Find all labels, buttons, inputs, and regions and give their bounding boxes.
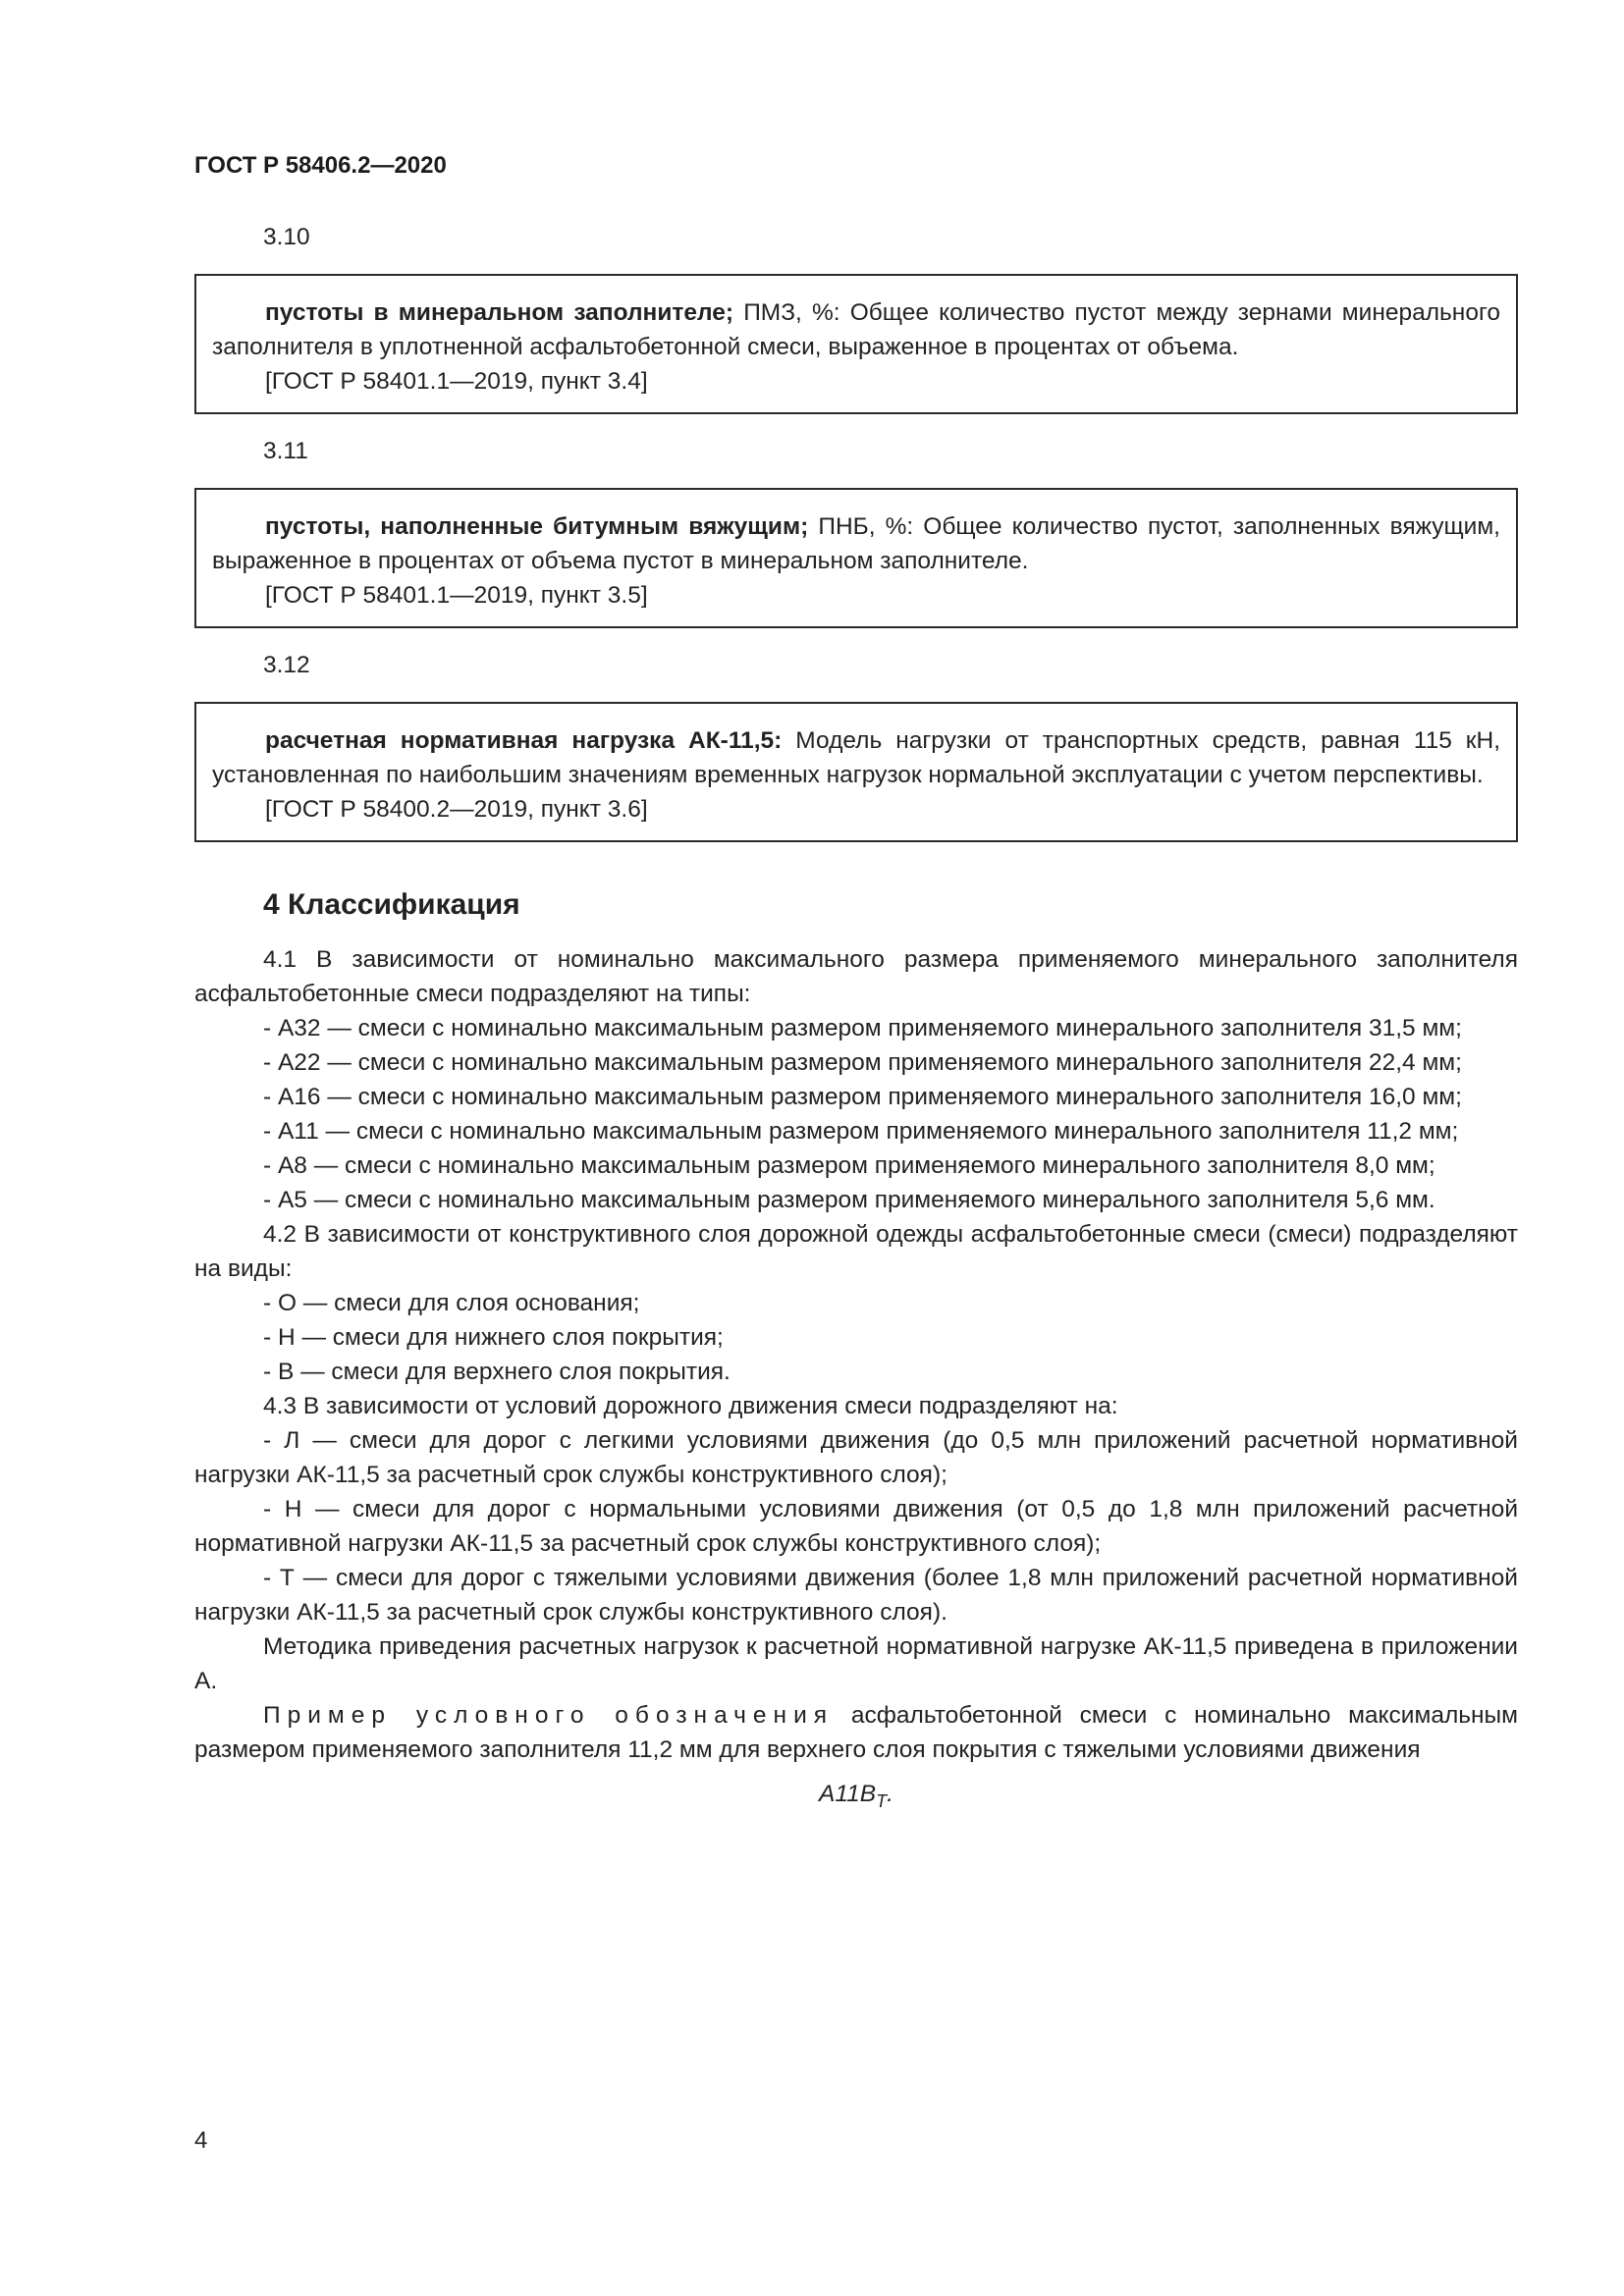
formula-subscript: T: [876, 1790, 888, 1811]
term-source: [ГОСТ Р 58400.2—2019, пункт 3.6]: [265, 796, 648, 823]
list-item: - А16 — смеси с номинально максимальным размером применяемого минерального заполнителя 16,0 мм;: [263, 1084, 1462, 1110]
list-item: - А5 — смеси с номинально максимальным размером применяемого минерального заполнителя 5,6 мм.: [263, 1187, 1435, 1213]
term-definition-box: [194, 702, 1518, 842]
list-item: - О — смеси для слоя основания;: [263, 1290, 640, 1316]
designation-formula: [194, 1777, 1518, 1812]
document-id-header: ГОСТ Р 58406.2—2020: [194, 152, 447, 179]
term-number: 3.11: [263, 438, 308, 464]
term-definition-box: [194, 274, 1518, 414]
term-name: расчетная нормативная нагрузка АК-11,5:: [265, 727, 783, 754]
term-name: пустоты, наполненные битумным вяжущим;: [265, 513, 809, 540]
term-text: ПНБ, %: Общее количество пустот, заполненных вяжущим, выраженное в процентах от объема пустот в минеральном заполнителе.: [212, 513, 1500, 574]
formula-end: .: [887, 1781, 893, 1807]
list-item: - А32 — смеси с номинально максимальным размером применяемого минерального заполнителя 31,5 мм;: [263, 1015, 1462, 1041]
term-number: 3.10: [263, 224, 310, 250]
formula-main: A11B: [819, 1781, 877, 1807]
paragraph: 4.2 В зависимости от конструктивного слоя дорожной одежды асфальтобетонные смеси (смеси) подразделяют на виды:: [194, 1221, 1518, 1282]
list-item: - Н — смеси для дорог с нормальными условиями движения (от 0,5 до 1,8 млн приложений расчетной нормативной нагрузки АК-11,5 за расчетный срок службы конструктивного слоя);: [194, 1496, 1518, 1557]
section-body: [194, 942, 1518, 1812]
term-text: ПМЗ, %: Общее количество пустот между зернами минерального заполнителя в уплотненной асфальтобетонной смеси, выраженное в процентах от объема.: [212, 299, 1500, 360]
page-content: [194, 220, 1518, 1812]
example-paragraph: [194, 1698, 1518, 1767]
list-item: - А22 — смеси с номинально максимальным размером применяемого минерального заполнителя 22,4 мм;: [263, 1049, 1462, 1076]
paragraph: Методика приведения расчетных нагрузок к расчетной нормативной нагрузке АК-11,5 приведена в приложении А.: [194, 1633, 1518, 1694]
term-definition: [212, 509, 1500, 578]
term-definition: [212, 295, 1500, 364]
term-definition-box: [194, 488, 1518, 628]
term-source: [ГОСТ Р 58401.1—2019, пункт 3.4]: [265, 368, 648, 395]
term-source: [ГОСТ Р 58401.1—2019, пункт 3.5]: [265, 582, 648, 609]
example-label: Пример условного обозначения: [263, 1702, 835, 1729]
term-text: Модель нагрузки от транспортных средств, равная 115 кН, установленная по наибольшим значениям временных нагрузок нормальной эксплуатации с учетом перспективы.: [212, 727, 1501, 788]
paragraph: 4.3 В зависимости от условий дорожного движения смеси подразделяют на:: [263, 1393, 1118, 1419]
list-item: - Н — смеси для нижнего слоя покрытия;: [263, 1324, 724, 1351]
page-number: 4: [194, 2127, 208, 2154]
list-item: - Т — смеси для дорог с тяжелыми условиями движения (более 1,8 млн приложений расчетной нормативной нагрузки АК-11,5 за расчетный срок службы конструктивного слоя).: [194, 1565, 1518, 1626]
list-item: - В — смеси для верхнего слоя покрытия.: [263, 1359, 731, 1385]
list-item: - А8 — смеси с номинально максимальным размером применяемого минерального заполнителя 8,0 мм;: [263, 1152, 1435, 1179]
paragraph: 4.1 В зависимости от номинально максимального размера применяемого минерального заполнителя асфальтобетонные смеси подразделяют на типы:: [194, 946, 1518, 1007]
term-name: пустоты в минеральном заполнителе;: [265, 299, 734, 326]
list-item: - Л — смеси для дорог с легкими условиями движения (до 0,5 млн приложений расчетной нормативной нагрузки АК-11,5 за расчетный срок службы конструктивного слоя);: [194, 1427, 1518, 1488]
example-text: асфальтобетонной смеси с номинально максимальным размером применяемого заполнителя 11,2 мм для верхнего слоя покрытия с тяжелыми условиями движения: [194, 1702, 1518, 1763]
list-item: - А11 — смеси с номинально максимальным размером применяемого минерального заполнителя 11,2 мм;: [263, 1118, 1459, 1145]
section-heading: 4 Классификация: [263, 888, 520, 921]
term-number: 3.12: [263, 652, 310, 678]
term-definition: [212, 723, 1500, 792]
